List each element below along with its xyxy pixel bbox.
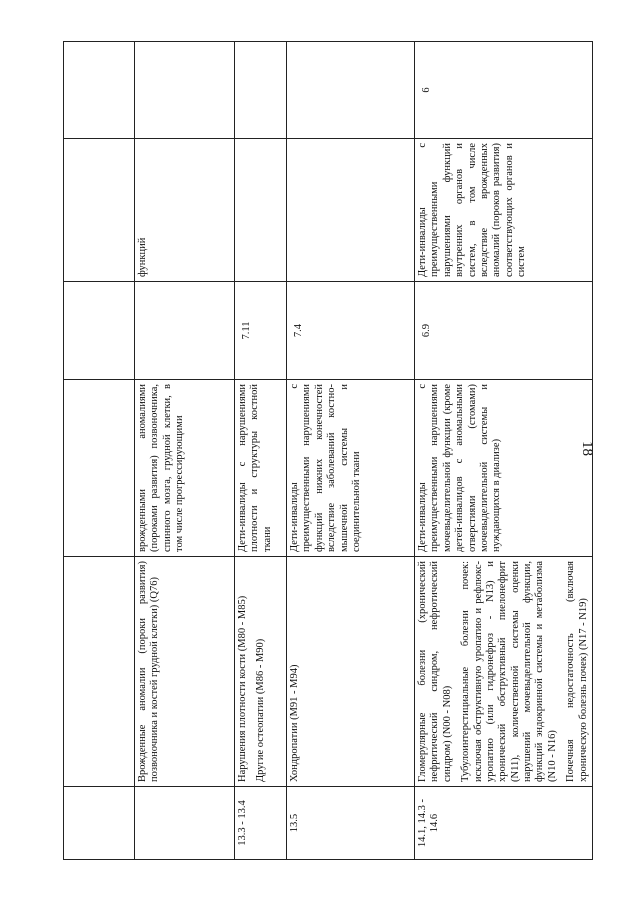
- disease-text: Гломерулярные болезни (хронический нефритический синдром, нефротический синдром) (N00 - N08): [417, 561, 453, 782]
- cell-category: Дети-инвалиды с преимущественными нарушениями мочевыделительной функции (кроме детей-инвалидов с аномальными отверстиями (стомами) мочевыделительной системы и нуждающихся в диализе): [415, 380, 593, 557]
- cell-num: [64, 282, 135, 380]
- cell-disease: [135, 557, 235, 787]
- cell-func: [287, 139, 415, 282]
- cell-func: функций: [135, 139, 235, 282]
- disease-text: Другие остеопатии (M86 - M90): [255, 638, 267, 782]
- cell-extra: [135, 42, 235, 139]
- page-number: 18: [579, 441, 595, 456]
- cell-disease: [287, 557, 415, 787]
- cell-code: 13.3 - 13.4: [235, 787, 287, 860]
- disability-table: [63, 41, 593, 860]
- cell-category: [64, 380, 135, 557]
- cell-num: [135, 282, 235, 380]
- table-row: [415, 42, 593, 860]
- cell-extra: [64, 42, 135, 139]
- cell-extra: [235, 42, 287, 139]
- disease-text: Нарушения плотности кости (M80 - M85): [237, 595, 248, 782]
- disease-text: Тубулоинтерстициальные болезни почек: исключая обструктивную уропатию и рефлюкс-уропатию (или гидронефроз - N13) и хронический обструктивный пиелонефрит (N11), количественной системы оценки нарушений мочевыделительной функции, функций эндокринной системы и метаболизма (N10 - N16): [460, 561, 558, 782]
- cell-disease: [64, 557, 135, 787]
- cell-func: [64, 139, 135, 282]
- cell-category: Дети-инвалиды с преимущественными нарушениями функций нижних конечностей вследствие заболеваний костно-мышечной системы и соединительной ткани: [287, 380, 415, 557]
- cell-extra: 6: [415, 42, 593, 139]
- cell-code: [135, 787, 235, 860]
- table-row: [64, 42, 135, 860]
- cell-func: Дети-инвалиды с преимущественными нарушениями функций внутренних органов и систем, в том числе вследствие врожденных аномалий (пороков развития) соответствующих органов и систем: [415, 139, 593, 282]
- disease-text: Врожденные аномалии (пороки развития) позвоночника и костей грудной клетки) (Q76): [137, 561, 161, 782]
- cell-num: 7.4: [287, 282, 415, 380]
- table-row: [135, 42, 235, 860]
- cell-category: врожденными аномалиями (пороками развития) позвоночника, спинного мозга, грудной клетки, в том числе прогрессирующими: [135, 380, 235, 557]
- cell-category: Дети-инвалиды с нарушениями плотности и структуры костной ткани: [235, 380, 287, 557]
- cell-disease: [235, 557, 287, 787]
- cell-extra: [287, 42, 415, 139]
- table-row: [235, 42, 287, 860]
- cell-code: [64, 787, 135, 860]
- cell-code: 14.1, 14.3 - 14.6: [415, 787, 593, 860]
- cell-code: 13.5: [287, 787, 415, 860]
- table-row: [287, 42, 415, 860]
- cell-num: 7.11: [235, 282, 287, 380]
- cell-num: 6.9: [415, 282, 593, 380]
- disease-text: Почечная недостаточность (включая хроническую болезнь почек) (N17 - N19): [565, 561, 589, 782]
- cell-disease: [415, 557, 593, 787]
- disease-text: Хондропатии (M91 - M94): [289, 664, 300, 782]
- cell-func: [235, 139, 287, 282]
